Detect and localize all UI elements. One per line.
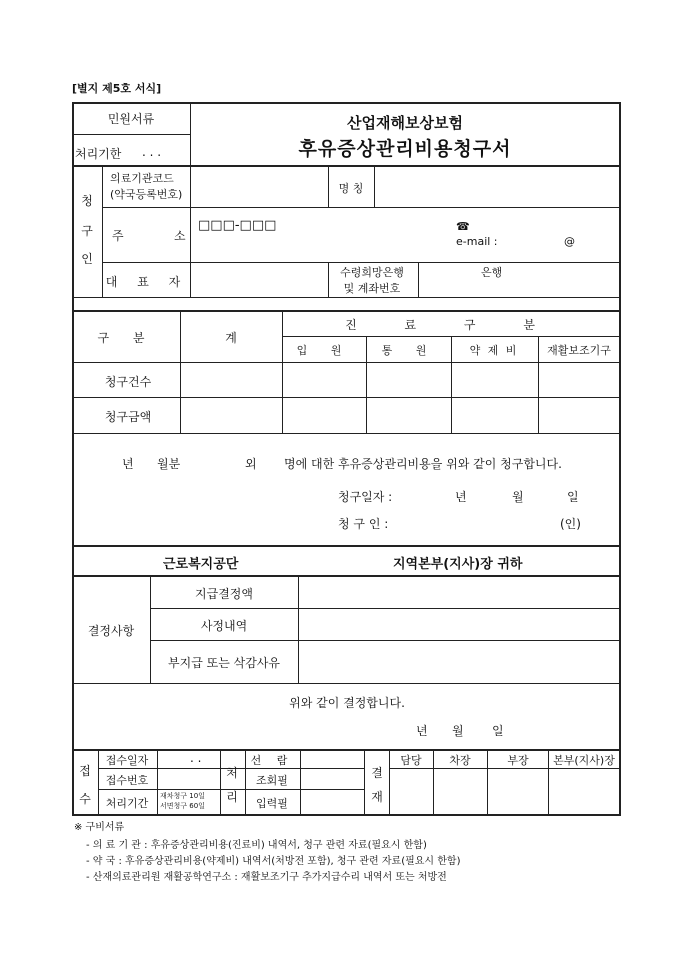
receipt-label-1: 접 xyxy=(79,764,91,778)
receipt-date-label: 접수일자 xyxy=(105,754,149,767)
statement-year: 년 xyxy=(122,457,134,471)
bank-label-2: 및 계좌번호 xyxy=(343,282,401,295)
email-at: @ xyxy=(564,235,575,248)
decision-month: 월 xyxy=(452,724,464,738)
col-total: 계 xyxy=(225,331,237,345)
statement-sentence: 명에 대한 후유증상관리비용을 위와 같이 청구합니다. xyxy=(284,457,562,471)
seal-mark: (인) xyxy=(560,517,581,531)
sub-col-pharmacy: 약 제 비 xyxy=(469,344,519,357)
approve-label-1: 결 xyxy=(371,766,383,780)
col-treatment: 진 료 구 분 xyxy=(345,318,557,332)
col-division: 구 분 xyxy=(97,331,155,345)
decision-confirm: 위와 같이 결정합니다. xyxy=(289,696,405,710)
claimant-label-3: 인 xyxy=(81,252,93,266)
attachment-pharmacy: - 약 국 : 후유증상관리비용(약제비) 내역서(처방전 포함), 청구 관련 자료(필요시 한함) xyxy=(86,856,461,867)
receipt-period-label: 처리기간 xyxy=(105,797,149,810)
approve-label-2: 재 xyxy=(371,790,383,804)
approver-staff: 담당 xyxy=(400,754,422,767)
title-line1: 산업재해보상보험 xyxy=(347,114,463,132)
decision-row-details: 사정내역 xyxy=(200,619,248,633)
row-count-label: 청구건수 xyxy=(104,375,152,389)
claim-date-day: 일 xyxy=(567,490,579,504)
handle-label-1: 처 xyxy=(226,766,238,780)
claimant-sign-label: 청 구 인 : xyxy=(338,517,389,531)
claim-date-year: 년 xyxy=(455,490,467,504)
handle-inquiry: 조회필 xyxy=(256,774,288,787)
decision-label: 결정사항 xyxy=(87,624,135,638)
addressee-org: 근로복지공단 xyxy=(163,557,239,572)
handle-label-2: 리 xyxy=(226,790,238,804)
receipt-date-dots: . . xyxy=(190,751,202,765)
address-postcode: □□□-□□□ xyxy=(198,218,277,233)
processing-value: . . . xyxy=(142,145,162,159)
bank-suffix: 은행 xyxy=(481,266,503,279)
statement-outside: 외 xyxy=(245,457,257,471)
row-amount-label: 청구금액 xyxy=(104,410,152,424)
handle-review: 선 람 xyxy=(250,754,294,767)
code-label-2: (약국등록번호) xyxy=(110,188,183,201)
approver-head: 본부(지사)장 xyxy=(553,754,615,767)
decision-day: 일 xyxy=(492,724,504,738)
decision-row-reason: 부지급 또는 삭감사유 xyxy=(168,656,280,670)
code-label-1: 의료기관코드 xyxy=(110,172,174,185)
period-written: 서면청구 60일 xyxy=(160,802,205,810)
phone-icon: ☎ xyxy=(456,220,470,233)
address-label-1: 주 xyxy=(112,229,124,243)
name-label: 명 칭 xyxy=(338,182,364,195)
sub-col-outpatient: 통 원 xyxy=(381,344,437,357)
claim-date-month: 월 xyxy=(512,490,524,504)
claim-date-label: 청구일자 : xyxy=(338,490,393,504)
handle-input: 입력필 xyxy=(256,797,288,810)
addressee-office: 지역본부(지사)장 귀하 xyxy=(393,557,523,572)
decision-year: 년 xyxy=(416,724,428,738)
rep-label: 대 표 자 xyxy=(105,275,189,289)
approver-deputy: 차장 xyxy=(449,754,471,767)
attachment-rehab: - 산재의료관리원 재활공학연구소 : 재활보조기구 추가지급수리 내역서 또는 처방전 xyxy=(86,872,447,883)
claimant-label-2: 구 xyxy=(81,224,93,238)
claimant-label-1: 청 xyxy=(81,194,93,208)
attachments-title: ※ 구비서류 xyxy=(74,822,125,833)
sub-col-inpatient: 입 원 xyxy=(296,344,352,357)
civil-doc-label: 민원서류 xyxy=(107,112,155,126)
email-label: e-mail : xyxy=(456,235,498,248)
approver-director: 부장 xyxy=(507,754,529,767)
receipt-label-2: 수 xyxy=(79,792,91,806)
attachment-hospital: - 의 료 기 관 : 후유증상관리비용(진료비) 내역서, 청구 관련 자료(필요시 한함) xyxy=(86,840,427,851)
processing-label: 처리기한 xyxy=(75,147,122,161)
period-resubmit: 재차청구 10일 xyxy=(160,792,205,800)
sub-col-rehab: 재활보조기구 xyxy=(547,344,611,357)
decision-row-amount: 지급결정액 xyxy=(195,587,253,601)
bank-label-1: 수령희망은행 xyxy=(340,266,404,279)
statement-month: 월분 xyxy=(157,457,181,471)
form-header: [별지 제5호 서식] xyxy=(72,82,162,95)
page-title: 후유증상관리비용청구서 xyxy=(298,138,512,160)
receipt-number-label: 접수번호 xyxy=(105,774,149,787)
address-label-2: 소 xyxy=(174,229,186,243)
